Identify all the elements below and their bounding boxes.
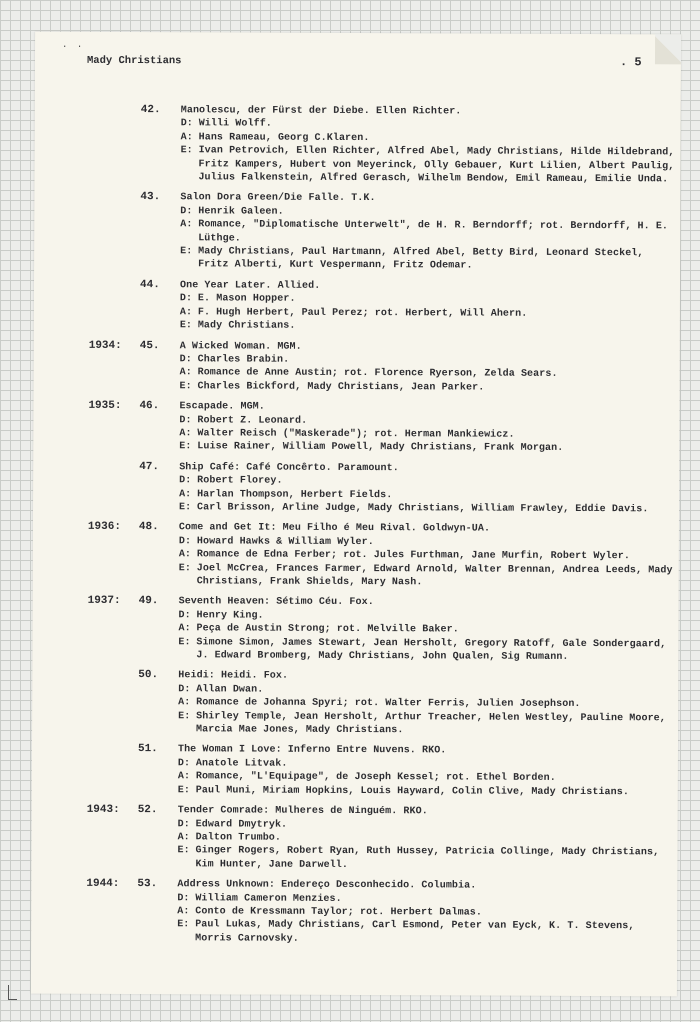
film-title: Come and Get It: Meu Filho é Meu Rival. Goldwyn-UA. [178,522,491,535]
credit-text: Simone Simon, James Stewart, Jean Hersholt, Gregory Ratoff, Gale Sondergaard, J. Edward Bromberg, Mady Christians, John Qualen, Sig Rumann. [196,636,667,663]
filmography-entry [33,521,679,591]
credit-text: Romance, "L'Equipage", de Joseph Kessel; rot. Ethel Borden. [195,771,556,785]
credit-text: Harlan Thompson, Herbert Fields. [197,488,393,501]
credit-text: Shirley Temple, Jean Hersholt, Arthur Treacher, Helen Westley, Pauline Moore, Marcia Mae Jones, Mady Christians. [196,710,666,737]
entry-year: 1934: [88,339,122,352]
credit-label: A: [178,623,191,635]
credit-line [178,710,676,739]
credit-text: Paul Muni, Miriam Hopkins, Louis Hayward, Colin Clive, Mady Christians. [195,784,629,798]
document-page [31,32,681,997]
credit-line [180,218,678,247]
entry-year: 1937: [87,595,121,608]
filmography-entry [34,339,680,395]
credit-text: Walter Reisch ("Maskerade"); rot. Herman Mankiewicz. [197,428,515,441]
credit-label: E: [178,636,191,648]
credit-text: Mady Christians. [197,320,296,332]
credit-label: D: [177,892,190,904]
credit-text: Luise Rainer, William Powell, Mady Christians, Frank Morgan. [197,441,564,455]
credit-label: E: [177,919,190,931]
credit-text: Dalton Trumbo. [195,832,282,844]
entry-year: 1935: [88,399,122,413]
entry-number: 46. [139,400,160,413]
film-title: Manolescu, der Fürst der Diebe. Ellen Richter. [180,105,462,118]
filmography-entry [32,743,678,799]
credit-line [178,636,676,665]
credit-label: D: [179,354,192,366]
credit-line [179,501,677,517]
filmography-entry [32,595,678,665]
credit-label: A: [179,488,192,500]
credit-line [178,784,676,800]
credit-text: Robert Florey. [197,475,283,487]
filmography-list [31,104,681,955]
entry-number: 49. [138,595,159,608]
film-title: One Year Later. Allied. [179,280,321,292]
credit-label: A: [177,771,191,783]
credit-text: Henry King. [196,610,264,622]
credit-label: E: [180,246,193,258]
entry-number: 51. [137,743,158,756]
credit-text: Ivan Petrovich, Ellen Richter, Alfred Abel, Mady Christians, Hilde Hildebrand, Fritz Kampers, Hubert von Meyerinck, Olly Gebauer, Kurt Lilien, Albert Paulig, Julius Falkenstein, Alfred Gerasch, Wilhelm Bendow, Emil Rameau, Emilie Unda. [198,145,675,186]
credit-text: Charles Bickford, Mady Christians, Jean Parker. [197,381,485,394]
credit-label: D: [177,758,191,770]
film-title: Tender Comrade: Mulheres de Ninguém. RKO. [177,805,428,818]
credit-line [180,245,678,274]
credit-text: Mady Christians, Paul Hartmann, Alfred Abel, Betty Bird, Leonard Steckel, Fritz Alberti, Kurt Vespermann, Fritz Odemar. [198,246,644,272]
film-title: Ship Café: Café Concêrto. Paramount. [179,461,399,474]
film-title: Seventh Heaven: Sétimo Céu. Fox. [178,596,374,609]
credit-label: E: [179,320,193,332]
entry-number: 43. [140,191,161,204]
credit-label: A: [179,306,193,318]
credit-label: A: [180,219,193,231]
credit-label: A: [177,832,190,844]
credit-label: E: [178,562,191,574]
credit-line [180,380,678,396]
credit-text: Allan Dwan. [196,684,264,696]
credit-label: E: [177,784,191,796]
credit-text: Romance de Anne Austin; rot. Florence Ryerson, Zelda Sears. [197,367,558,381]
credit-label: E: [179,441,192,453]
entry-number: 50. [138,669,159,682]
credit-label: D: [179,414,192,426]
header-dots: · · [62,41,85,52]
entry-number: 42. [140,104,161,117]
filmography-entry [31,878,677,948]
credit-text: Charles Brabin. [197,354,290,366]
film-title: The Woman I Love: Inferno Entre Nuvens. RKO. [177,744,447,757]
credit-label: E: [177,845,190,857]
credit-text: Howard Hawks & William Wyler. [196,536,374,548]
credit-text: William Cameron Menzies. [195,892,342,905]
credit-text: Edward Dmytryk. [195,818,288,831]
credit-label: A: [178,697,191,709]
credit-label: E: [180,145,193,157]
credit-text: Ginger Rogers, Robert Ryan, Ruth Hussey, Patricia Collinge, Mady Christians, Kim Hunter, Jane Darwell. [195,845,660,871]
credit-label: D: [178,684,191,696]
filmography-entry [34,191,680,274]
credit-label: D: [180,206,193,218]
film-title: Salon Dora Green/Die Falle. T.K. [180,192,376,205]
credit-text: Romance de Edna Ferber; rot. Jules Furthman, Jane Murfin, Robert Wyler. [196,549,631,563]
credit-text: Carl Brisson, Arline Judge, Mady Christians, William Frawley, Eddie Davis. [197,502,649,516]
credit-label: D: [178,610,191,622]
entry-year: 1936: [87,521,121,534]
film-title: Escapade. MGM. [179,401,265,413]
filmography-entry [31,804,677,874]
film-title: Heidi: Heidi. Fox. [178,670,289,683]
credit-line [179,441,677,457]
margin-pen-mark [8,985,17,1000]
credit-text: Anatole Litvak. [195,758,288,770]
entry-year: 1943: [86,803,120,817]
credit-label: E: [179,502,192,514]
film-title: Address Unknown: Endereço Desconhecido. Columbia. [177,879,477,892]
credit-label: A: [177,906,190,918]
credit-label: A: [179,367,192,379]
entry-number: 52. [137,804,158,817]
credit-label: E: [179,380,192,393]
credit-text: F. Hugh Herbert, Paul Perez; rot. Herbert, Will Ahern. [197,306,528,320]
credit-text: Joel McCrea, Frances Farmer, Edward Arnold, Walter Brennan, Andrea Leeds, Mady Christians, Frank Shields, Mary Nash. [196,562,673,589]
entry-number: 48. [138,521,159,534]
credit-text: Robert Z. Leonard. [197,414,308,427]
credit-text: Conto de Kressmann Taylor; rot. Herbert Dalmas. [195,906,483,919]
running-header-name: Mady Christians [86,54,182,68]
credit-label: A: [178,549,192,561]
credit-line [177,845,675,874]
credit-label: D: [179,475,192,487]
entry-year: 1944: [86,877,120,891]
filmography-entry [34,104,680,187]
credit-text: Henrik Galeen. [198,206,284,218]
film-title: A Wicked Woman. MGM. [179,340,302,353]
credit-line [180,144,678,186]
credit-label: A: [180,132,193,144]
credit-text: E. Mason Hopper. [197,293,296,306]
entry-number: 45. [139,339,160,352]
credit-label: D: [178,536,192,548]
credit-line [177,919,675,948]
credit-label: D: [180,118,193,130]
filmography-entry [33,460,679,516]
credit-text: Romance de Johanna Spyri; rot. Walter Ferris, Julien Josephson. [196,697,581,711]
credit-line [180,319,678,335]
credit-text: Hans Rameau, Georg C.Klaren. [198,132,370,144]
credit-text: Paul Lukas, Mady Christians, Carl Esmond, Peter van Eyck, K. T. Stevens, Morris Carnovsky. [195,919,635,945]
page-corner-fold [655,34,681,64]
credit-label: D: [179,293,193,305]
credit-text: Peça de Austin Strong; rot. Melville Baker. [196,623,459,636]
credit-text: Romance, "Diplomatische Unterwelt", de H. R. Berndorff; rot. Berndorff, H. E. Lüthge. [198,219,669,245]
filmography-entry [33,400,679,456]
credit-label: A: [179,428,192,440]
entry-number: 53. [137,878,158,891]
page-number: . 5 [619,55,642,70]
filmography-entry [34,278,680,334]
entry-number: 44. [139,278,160,292]
credit-label: E: [178,710,191,722]
credit-label: D: [177,818,190,830]
credit-text: Willi Wolff. [198,118,272,131]
filmography-entry [32,669,678,739]
entry-number: 47. [139,460,160,473]
credit-line [179,562,677,591]
